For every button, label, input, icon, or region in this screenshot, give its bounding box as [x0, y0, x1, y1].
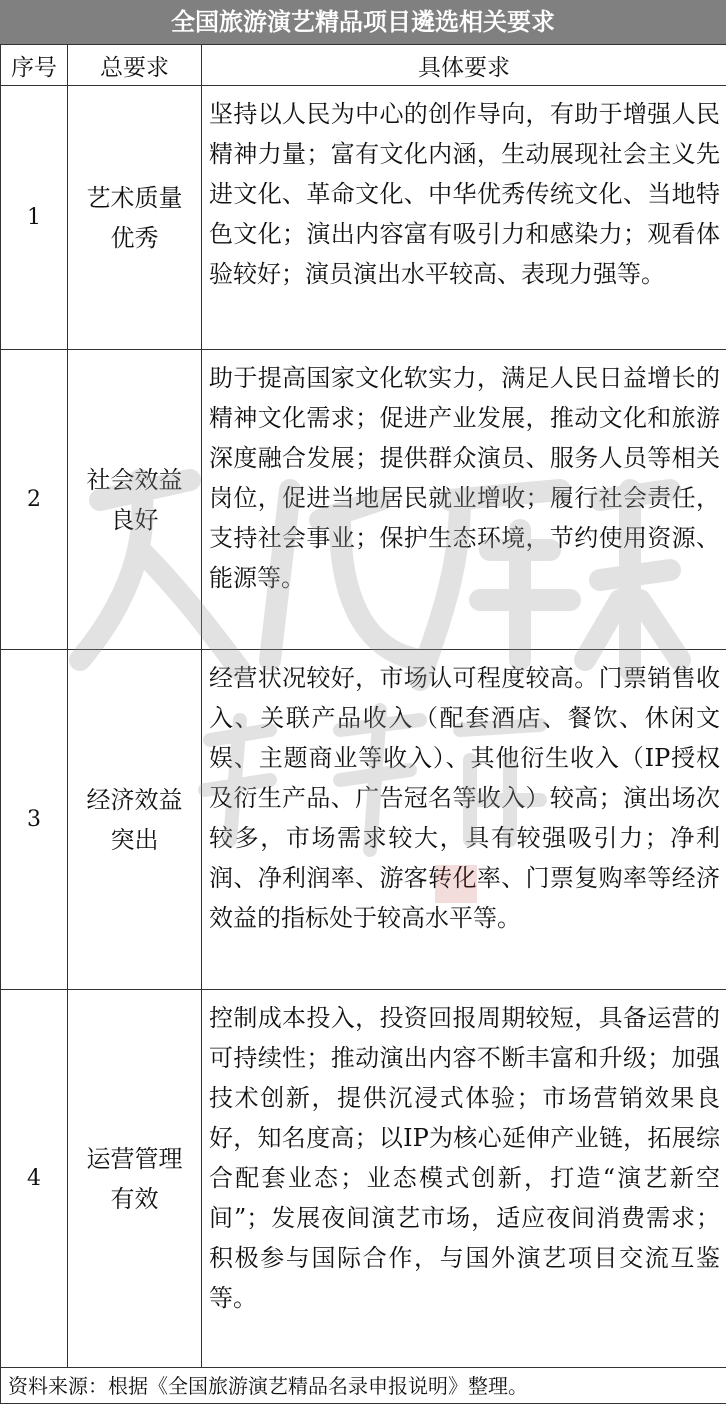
row-general [68, 350, 202, 650]
row-general-line: 运营管理 [86, 1144, 183, 1173]
row-index: 3 [1, 650, 68, 990]
row-general-line: 艺术质量 [86, 183, 183, 212]
row-general [68, 650, 202, 990]
row-index: 4 [1, 990, 68, 1368]
row-general [68, 990, 202, 1368]
row-specific: 助于提高国家文化软实力，满足人民日益增长的精神文化需求；促进产业发展，推动文化和旅游深度融合发展；提供群众演员、服务人员等相关岗位，促进当地居民就业增收；履行社会责任，支持社会事业；保护生态环境，节约使用资源、能源等。 [202, 350, 726, 650]
table-title: 全国旅游演艺精品项目遴选相关要求 [0, 0, 726, 44]
row-specific: 坚持以人民为中心的创作导向，有助于增强人民精神力量；富有文化内涵，生动展现社会主义先进文化、革命文化、中华优秀传统文化、当地特色文化；演出内容富有吸引力和感染力；观看体验较好；演员演出水平较高、表现力强等。 [202, 86, 726, 350]
row-specific: 控制成本投入，投资回报周期较短，具备运营的可持续性；推动演出内容不断丰富和升级；加强技术创新，提供沉浸式体验；市场营销效果良好，知名度高；以IP为核心延伸产业链，拓展综合配套业态；业态模式创新，打造“演艺新空间”；发展夜间演艺市场，适应夜间消费需求；积极参与国际合作，与国外演艺项目交流互鉴等。 [202, 990, 726, 1368]
row-general-line: 社会效益 [86, 465, 183, 494]
row-general-line: 优秀 [110, 223, 159, 252]
header-general: 总要求 [68, 45, 202, 86]
header-row [1, 45, 726, 86]
table-row [1, 86, 726, 350]
row-general-line: 经济效益 [86, 785, 183, 814]
row-index: 1 [1, 86, 68, 350]
source-note: 资料来源：根据《全国旅游演艺精品名录申报说明》整理。 [8, 1374, 528, 1398]
requirements-table [0, 44, 726, 1404]
table-row [1, 990, 726, 1368]
row-general-line: 有效 [110, 1184, 159, 1213]
table-row [1, 650, 726, 990]
header-index: 序号 [1, 45, 68, 86]
row-specific: 经营状况较好，市场认可程度较高。门票销售收入、关联产品收入（配套酒店、餐饮、休闲文娱、主题商业等收入）、其他衍生收入（IP授权及衍生产品、广告冠名等收入）较高；演出场次较多，市场需求较大，具有较强吸引力；净利润、净利润率、游客转化率、门票复购率等经济效益的指标处于较高水平等。 [202, 650, 726, 990]
row-index: 2 [1, 350, 68, 650]
row-general-line: 良好 [110, 505, 159, 534]
row-general-line: 突出 [110, 825, 159, 854]
row-general [68, 86, 202, 350]
header-specific: 具体要求 [202, 45, 726, 86]
table-row [1, 350, 726, 650]
